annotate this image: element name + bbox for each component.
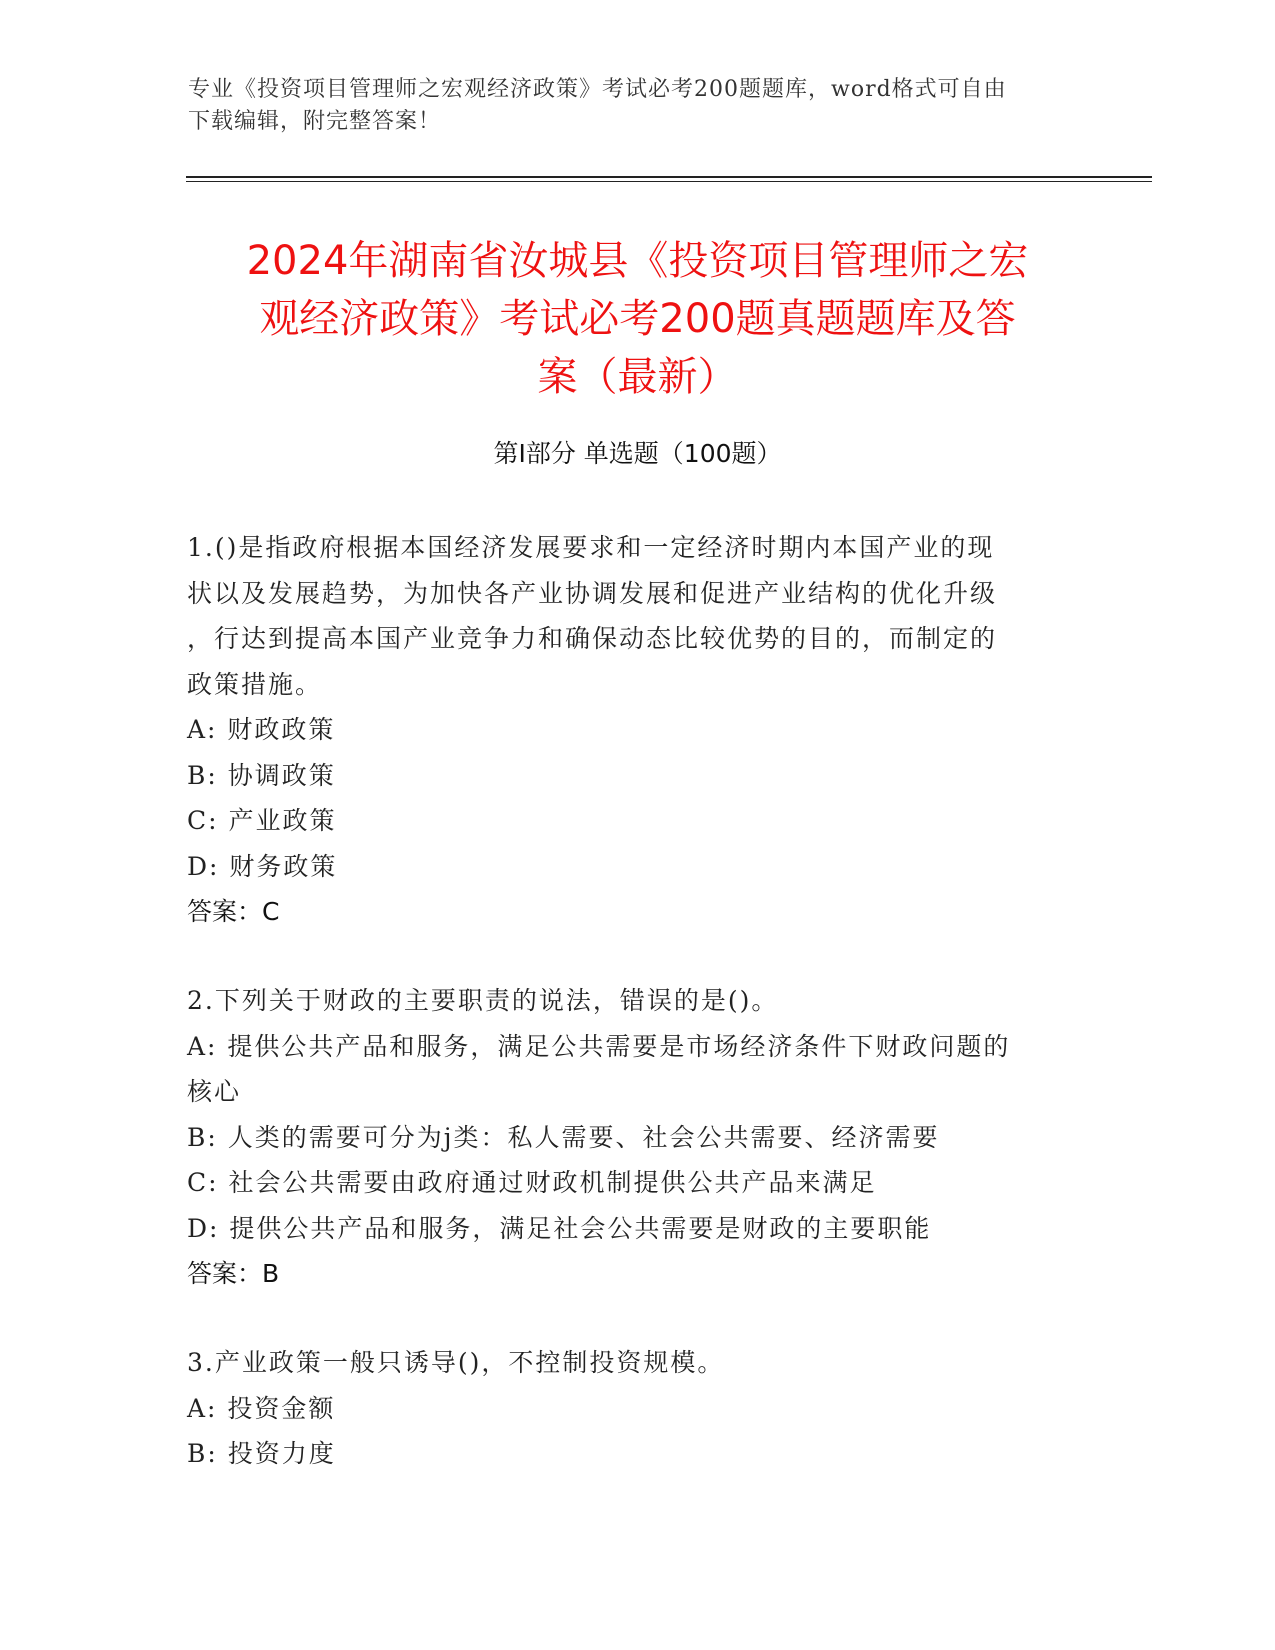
header-divider-thick <box>186 176 1152 178</box>
title-line: 2024年湖南省汝城县《投资项目管理师之宏 <box>246 238 1029 284</box>
section-heading: 第Ⅰ部分 单选题（100题） <box>493 439 782 468</box>
option-a: A: 投资金额 <box>187 1393 336 1423</box>
question-list <box>187 525 1067 1521</box>
option-b: B: 投资力度 <box>187 1439 336 1468</box>
option-b: B: 人类的需要可分为j类：私人需要、社会公共需要、经济需要 <box>187 1122 940 1152</box>
document-title <box>170 232 1105 406</box>
question-2 <box>187 978 1067 1296</box>
header-note <box>188 74 1088 138</box>
question-stem-line: ，行达到提高本国产业竞争力和确保动态比较优势的目的，而制定的 <box>187 624 998 653</box>
header-note-line: 专业《投资项目管理师之宏观经济政策》考试必考200题题库，word格式可自由 <box>188 77 1007 102</box>
question-3 <box>187 1340 1067 1477</box>
header-divider-thin <box>186 181 1152 182</box>
question-stem-line: 政策措施。 <box>187 669 323 699</box>
question-stem-line: 2.下列关于财政的主要职责的说法，错误的是()。 <box>187 986 779 1015</box>
question-stem-line: 3.产业政策一般只诱导()，不控制投资规模。 <box>187 1348 725 1377</box>
header-note-line: 下载编辑，附完整答案！ <box>188 109 442 134</box>
question-stem-line: 1.()是指政府根据本国经济发展要求和一定经济时期内本国产业的现 <box>187 533 995 562</box>
option-c: C: 社会公共需要由政府通过财政机制提供公共产品来满足 <box>187 1168 877 1197</box>
option-d: D: 财务政策 <box>187 851 338 881</box>
title-line: 案（最新） <box>537 354 738 400</box>
option-c: C: 产业政策 <box>187 806 337 835</box>
option-a: A: 财政政策 <box>187 715 336 744</box>
answer-line: 答案：C <box>187 897 280 926</box>
option-d: D: 提供公共产品和服务，满足社会公共需要是财政的主要职能 <box>187 1213 932 1243</box>
title-line: 观经济政策》考试必考200题真题题库及答 <box>259 296 1016 342</box>
question-stem-line: 状以及发展趋势，为加快各产业协调发展和促进产业结构的优化升级 <box>187 578 998 608</box>
option-a: A: 提供公共产品和服务，满足公共需要是市场经济条件下财政问题的 <box>187 1031 1011 1061</box>
question-1 <box>187 525 1067 934</box>
option-a-continued: 核心 <box>187 1077 242 1106</box>
option-b: B: 协调政策 <box>187 760 336 790</box>
answer-line: 答案：B <box>187 1259 280 1288</box>
